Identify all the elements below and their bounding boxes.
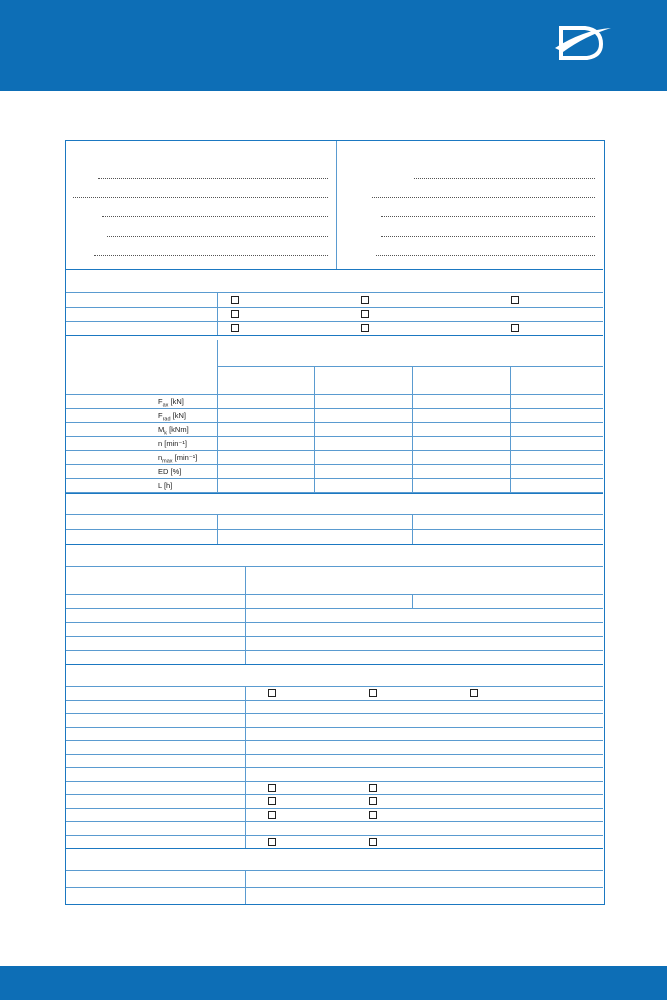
- footer-bar: [0, 966, 667, 1000]
- load-row-unit: $F_{ax}$ [kN]: [158, 397, 184, 409]
- option-checkbox[interactable]: [369, 689, 377, 697]
- row-divider: [66, 408, 603, 409]
- row-divider: [66, 478, 603, 479]
- column-divider: [217, 292, 218, 335]
- row-divider: [66, 422, 603, 423]
- option-checkbox[interactable]: [470, 689, 478, 697]
- row-divider: [66, 794, 603, 795]
- row-divider: [66, 394, 603, 395]
- contact-field-4[interactable]: [94, 255, 328, 256]
- row-divider: [66, 686, 603, 687]
- contact-field-2[interactable]: [102, 216, 328, 217]
- row-divider: [66, 321, 603, 322]
- column-divider: [412, 366, 413, 493]
- row-divider: [66, 622, 603, 623]
- column-divider: [217, 514, 218, 544]
- dvb-logo-icon: [555, 22, 611, 80]
- column-divider: [510, 366, 511, 493]
- option-checkbox[interactable]: [369, 797, 377, 805]
- row-divider: [66, 887, 603, 888]
- row-divider: [66, 292, 603, 293]
- row-divider: [66, 529, 603, 530]
- section-border: [66, 664, 603, 665]
- load-row-unit: $n_{max}$ [min⁻¹]: [158, 453, 198, 465]
- row-divider: [66, 740, 603, 741]
- contact-field-0[interactable]: [98, 178, 328, 179]
- option-checkbox[interactable]: [268, 838, 276, 846]
- option-checkbox[interactable]: [369, 811, 377, 819]
- contact-field-r4[interactable]: [376, 255, 595, 256]
- load-row-unit: n [min⁻¹]: [158, 439, 187, 448]
- option-checkbox[interactable]: [511, 296, 519, 304]
- column-divider: [314, 366, 315, 493]
- column-divider: [245, 870, 246, 904]
- contact-field-r3[interactable]: [381, 236, 595, 237]
- row-divider: [66, 594, 603, 595]
- contact-field-r2[interactable]: [381, 216, 595, 217]
- option-checkbox[interactable]: [361, 324, 369, 332]
- option-checkbox[interactable]: [231, 310, 239, 318]
- option-checkbox[interactable]: [369, 838, 377, 846]
- option-checkbox[interactable]: [361, 310, 369, 318]
- contact-field-r1[interactable]: [372, 197, 595, 198]
- row-divider: [66, 608, 603, 609]
- option-checkbox[interactable]: [231, 296, 239, 304]
- contact-field-r0[interactable]: [414, 178, 595, 179]
- section-border: [66, 848, 603, 849]
- column-divider: [245, 566, 246, 664]
- row-divider: [66, 713, 603, 714]
- option-checkbox[interactable]: [268, 689, 276, 697]
- row-divider: [66, 727, 603, 728]
- row-divider: [66, 700, 603, 701]
- column-divider: [245, 686, 246, 848]
- option-checkbox[interactable]: [268, 811, 276, 819]
- option-checkbox[interactable]: [231, 324, 239, 332]
- row-divider: [66, 436, 603, 437]
- option-checkbox[interactable]: [511, 324, 519, 332]
- load-row-unit: ED [%]: [158, 467, 182, 476]
- load-row-unit: L [h]: [158, 481, 173, 490]
- section-border: [66, 544, 603, 545]
- load-row-unit: $F_{rad}$ [kN]: [158, 411, 186, 423]
- section-border: [66, 335, 603, 336]
- option-checkbox[interactable]: [369, 784, 377, 792]
- row-divider: [66, 754, 603, 755]
- contact-field-3[interactable]: [107, 236, 328, 237]
- option-checkbox[interactable]: [268, 784, 276, 792]
- row-divider: [66, 566, 603, 567]
- contact-field-1[interactable]: [73, 197, 328, 198]
- row-divider: [66, 870, 603, 871]
- header-bar: [0, 0, 667, 91]
- row-divider: [66, 781, 603, 782]
- load-row-unit: $M_k$ [kNm]: [158, 425, 189, 437]
- row-divider: [66, 821, 603, 822]
- column-divider: [412, 514, 413, 544]
- row-divider: [66, 307, 603, 308]
- row-divider: [66, 636, 603, 637]
- row-divider: [66, 464, 603, 465]
- column-divider: [412, 594, 413, 608]
- questionnaire-form: [65, 140, 605, 905]
- column-divider: [217, 340, 218, 493]
- row-divider: [66, 650, 603, 651]
- row-divider: [217, 366, 603, 367]
- row-divider: [66, 514, 603, 515]
- row-divider: [66, 450, 603, 451]
- section-border: [66, 269, 603, 270]
- option-checkbox[interactable]: [361, 296, 369, 304]
- option-checkbox[interactable]: [268, 797, 276, 805]
- column-divider: [336, 141, 337, 269]
- row-divider: [66, 767, 603, 768]
- row-divider: [66, 835, 603, 836]
- row-divider: [66, 808, 603, 809]
- section-border: [66, 493, 603, 494]
